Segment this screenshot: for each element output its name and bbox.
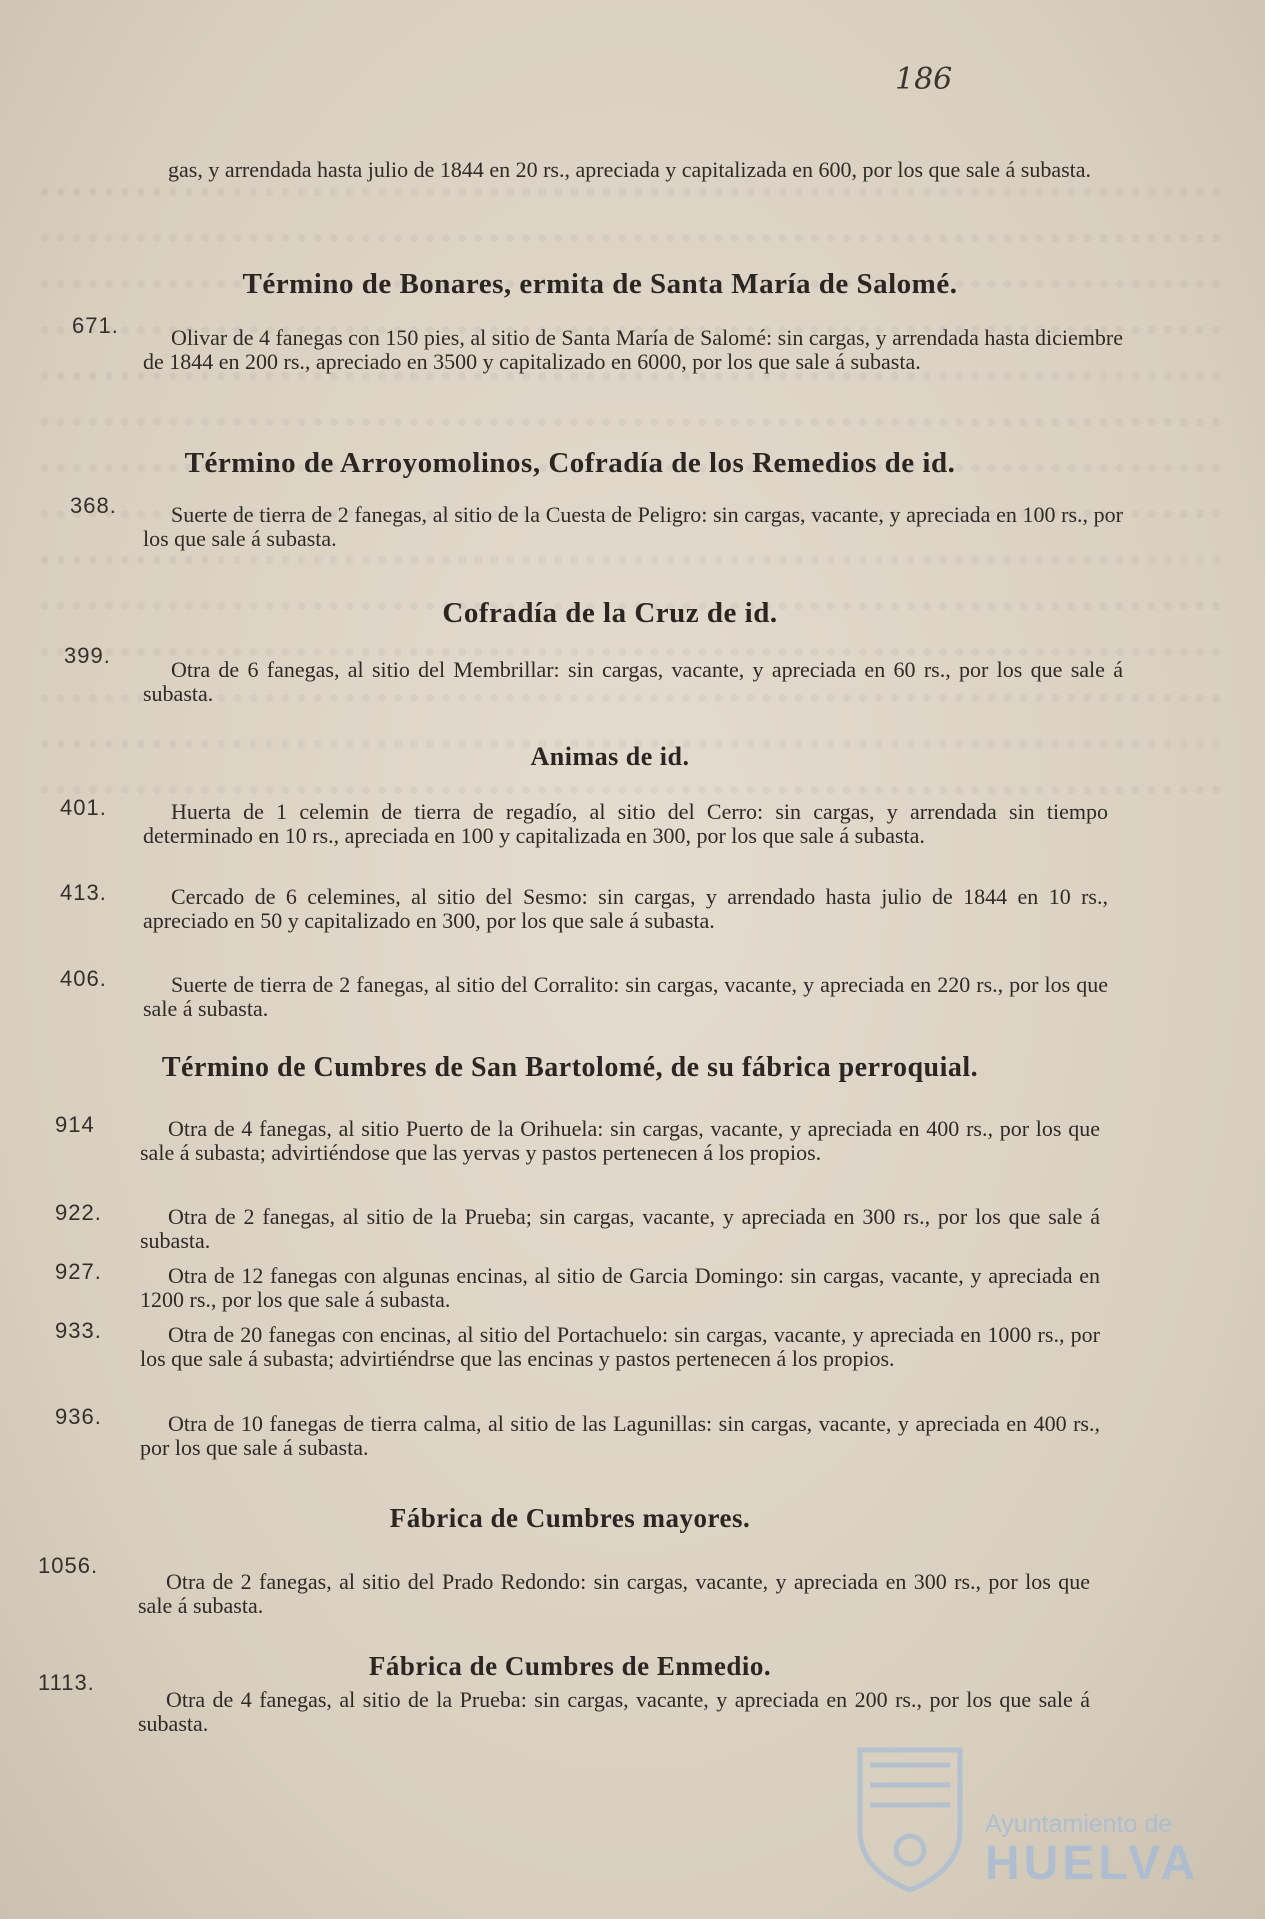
entry-number: 1056.	[38, 1553, 99, 1578]
entry-text-content: Otra de 20 fanegas con encinas, al sitio del Portachuelo: sin cargas, vacante, y apreciada en 1000 rs., por los que sale á subasta; advirtiéndrse que las encinas y pastos pertenecen á los propios.	[140, 1322, 1100, 1371]
entry-text	[140, 1412, 1100, 1460]
entry-text	[143, 800, 1108, 848]
section-heading: Fábrica de Cumbres mayores.	[389, 1503, 751, 1533]
entry-number: 936.	[55, 1404, 102, 1429]
section-heading: Cofradía de la Cruz de id.	[442, 597, 778, 629]
entry-number: 406.	[60, 966, 107, 991]
section-heading: Fábrica de Cumbres de Enmedio.	[368, 1651, 772, 1681]
entry-text	[143, 503, 1123, 551]
entry-number: 368.	[70, 493, 117, 518]
entry-text	[138, 1570, 1090, 1618]
entry-text	[140, 1323, 1100, 1371]
entry-text	[143, 658, 1123, 706]
entry-text-content: Otra de 4 fanegas, al sitio de la Prueba: sin cargas, vacante, y apreciada en 200 rs., por los que sale á subasta.	[138, 1687, 1090, 1736]
entry-text-content: Otra de 10 fanegas de tierra calma, al sitio de las Lagunillas: sin cargas, vacante, y apreciada en 400 rs., por los que sale á subasta.	[140, 1411, 1100, 1460]
entry-text	[140, 1205, 1100, 1253]
entry-text	[138, 1688, 1090, 1736]
entry-text-content: Huerta de 1 celemin de tierra de regadío, al sitio del Cerro: sin cargas, y arrendada sin tiempo determinado en 10 rs., apreciada en 100 y capitalizada en 300, por los que sale á subasta.	[143, 799, 1108, 848]
entry-number: 922.	[55, 1200, 102, 1225]
entry-number: 1113.	[38, 1670, 95, 1695]
section-heading: Término de Arroyomolinos, Cofradía de los Remedios de id.	[184, 447, 956, 479]
entry-number: 401.	[60, 795, 107, 820]
entry-number: 927.	[55, 1259, 102, 1284]
entry-number: 933.	[55, 1318, 102, 1343]
entry-text-content: Otra de 2 fanegas, al sitio del Prado Redondo: sin cargas, vacante, y apreciada en 300 rs., por los que sale á subasta.	[138, 1569, 1090, 1618]
watermark-line1: Ayuntamiento de	[985, 1810, 1173, 1838]
entry-number: 413.	[60, 880, 107, 905]
entry-text	[143, 326, 1123, 374]
entry-text-content: Otra de 6 fanegas, al sitio del Membrillar: sin cargas, vacante, y apreciada en 60 rs., por los que sale á subasta.	[143, 657, 1123, 706]
entry-text-content: Suerte de tierra de 2 fanegas, al sitio de la Cuesta de Peligro: sin cargas, vacante, y apreciada en 100 rs., por los que sale á subasta.	[143, 502, 1123, 551]
entry-text: gas, y arrendada hasta julio de 1844 en 20 rs., apreciada y capitalizada en 600, por los que sale á subasta.	[168, 157, 1092, 182]
entry-text-content: Cercado de 6 celemines, al sitio del Sesmo: sin cargas, y arrendado hasta julio de 1844 en 10 rs., apreciado en 50 y capitalizado en 300, por los que sale á subasta.	[143, 884, 1108, 933]
entry-text	[140, 1117, 1100, 1165]
watermark-line2: HUELVA	[985, 1837, 1200, 1890]
entry-text-content: Otra de 4 fanegas, al sitio Puerto de la Orihuela: sin cargas, vacante, y apreciada en 400 rs., por los que sale á subasta; advirtiéndose que las yervas y pastos pertenecen á los propios.	[140, 1116, 1100, 1165]
entry-text-content: Suerte de tierra de 2 fanegas, al sitio del Corralito: sin cargas, vacante, y apreciada en 220 rs., por los que sale á subasta.	[143, 972, 1108, 1021]
entry-text-content: Olivar de 4 fanegas con 150 pies, al sitio de Santa María de Salomé: sin cargas, y arrendada hasta diciembre de 1844 en 200 rs., apreciado en 3500 y capitalizado en 6000, por los que sale á subasta.	[143, 325, 1123, 374]
entry-number: 914	[55, 1112, 95, 1137]
page-number: 186	[895, 62, 953, 97]
entry-text	[143, 973, 1108, 1021]
entry-text	[143, 885, 1108, 933]
entry-number: 399.	[64, 643, 111, 668]
entry-text-content: Otra de 12 fanegas con algunas encinas, al sitio de Garcia Domingo: sin cargas, vacante, y apreciada en 1200 rs., por los que sale á subasta.	[140, 1263, 1100, 1312]
section-heading: Término de Cumbres de San Bartolomé, de su fábrica perroquial.	[161, 1052, 979, 1083]
entry-text-content: Otra de 2 fanegas, al sitio de la Prueba; sin cargas, vacante, y apreciada en 300 rs., por los que sale á subasta.	[140, 1204, 1100, 1253]
entry-text	[140, 1264, 1100, 1312]
section-heading: Término de Bonares, ermita de Santa María de Salomé.	[242, 268, 958, 300]
entry-number: 671.	[72, 313, 119, 338]
section-heading: Animas de id.	[530, 742, 690, 771]
